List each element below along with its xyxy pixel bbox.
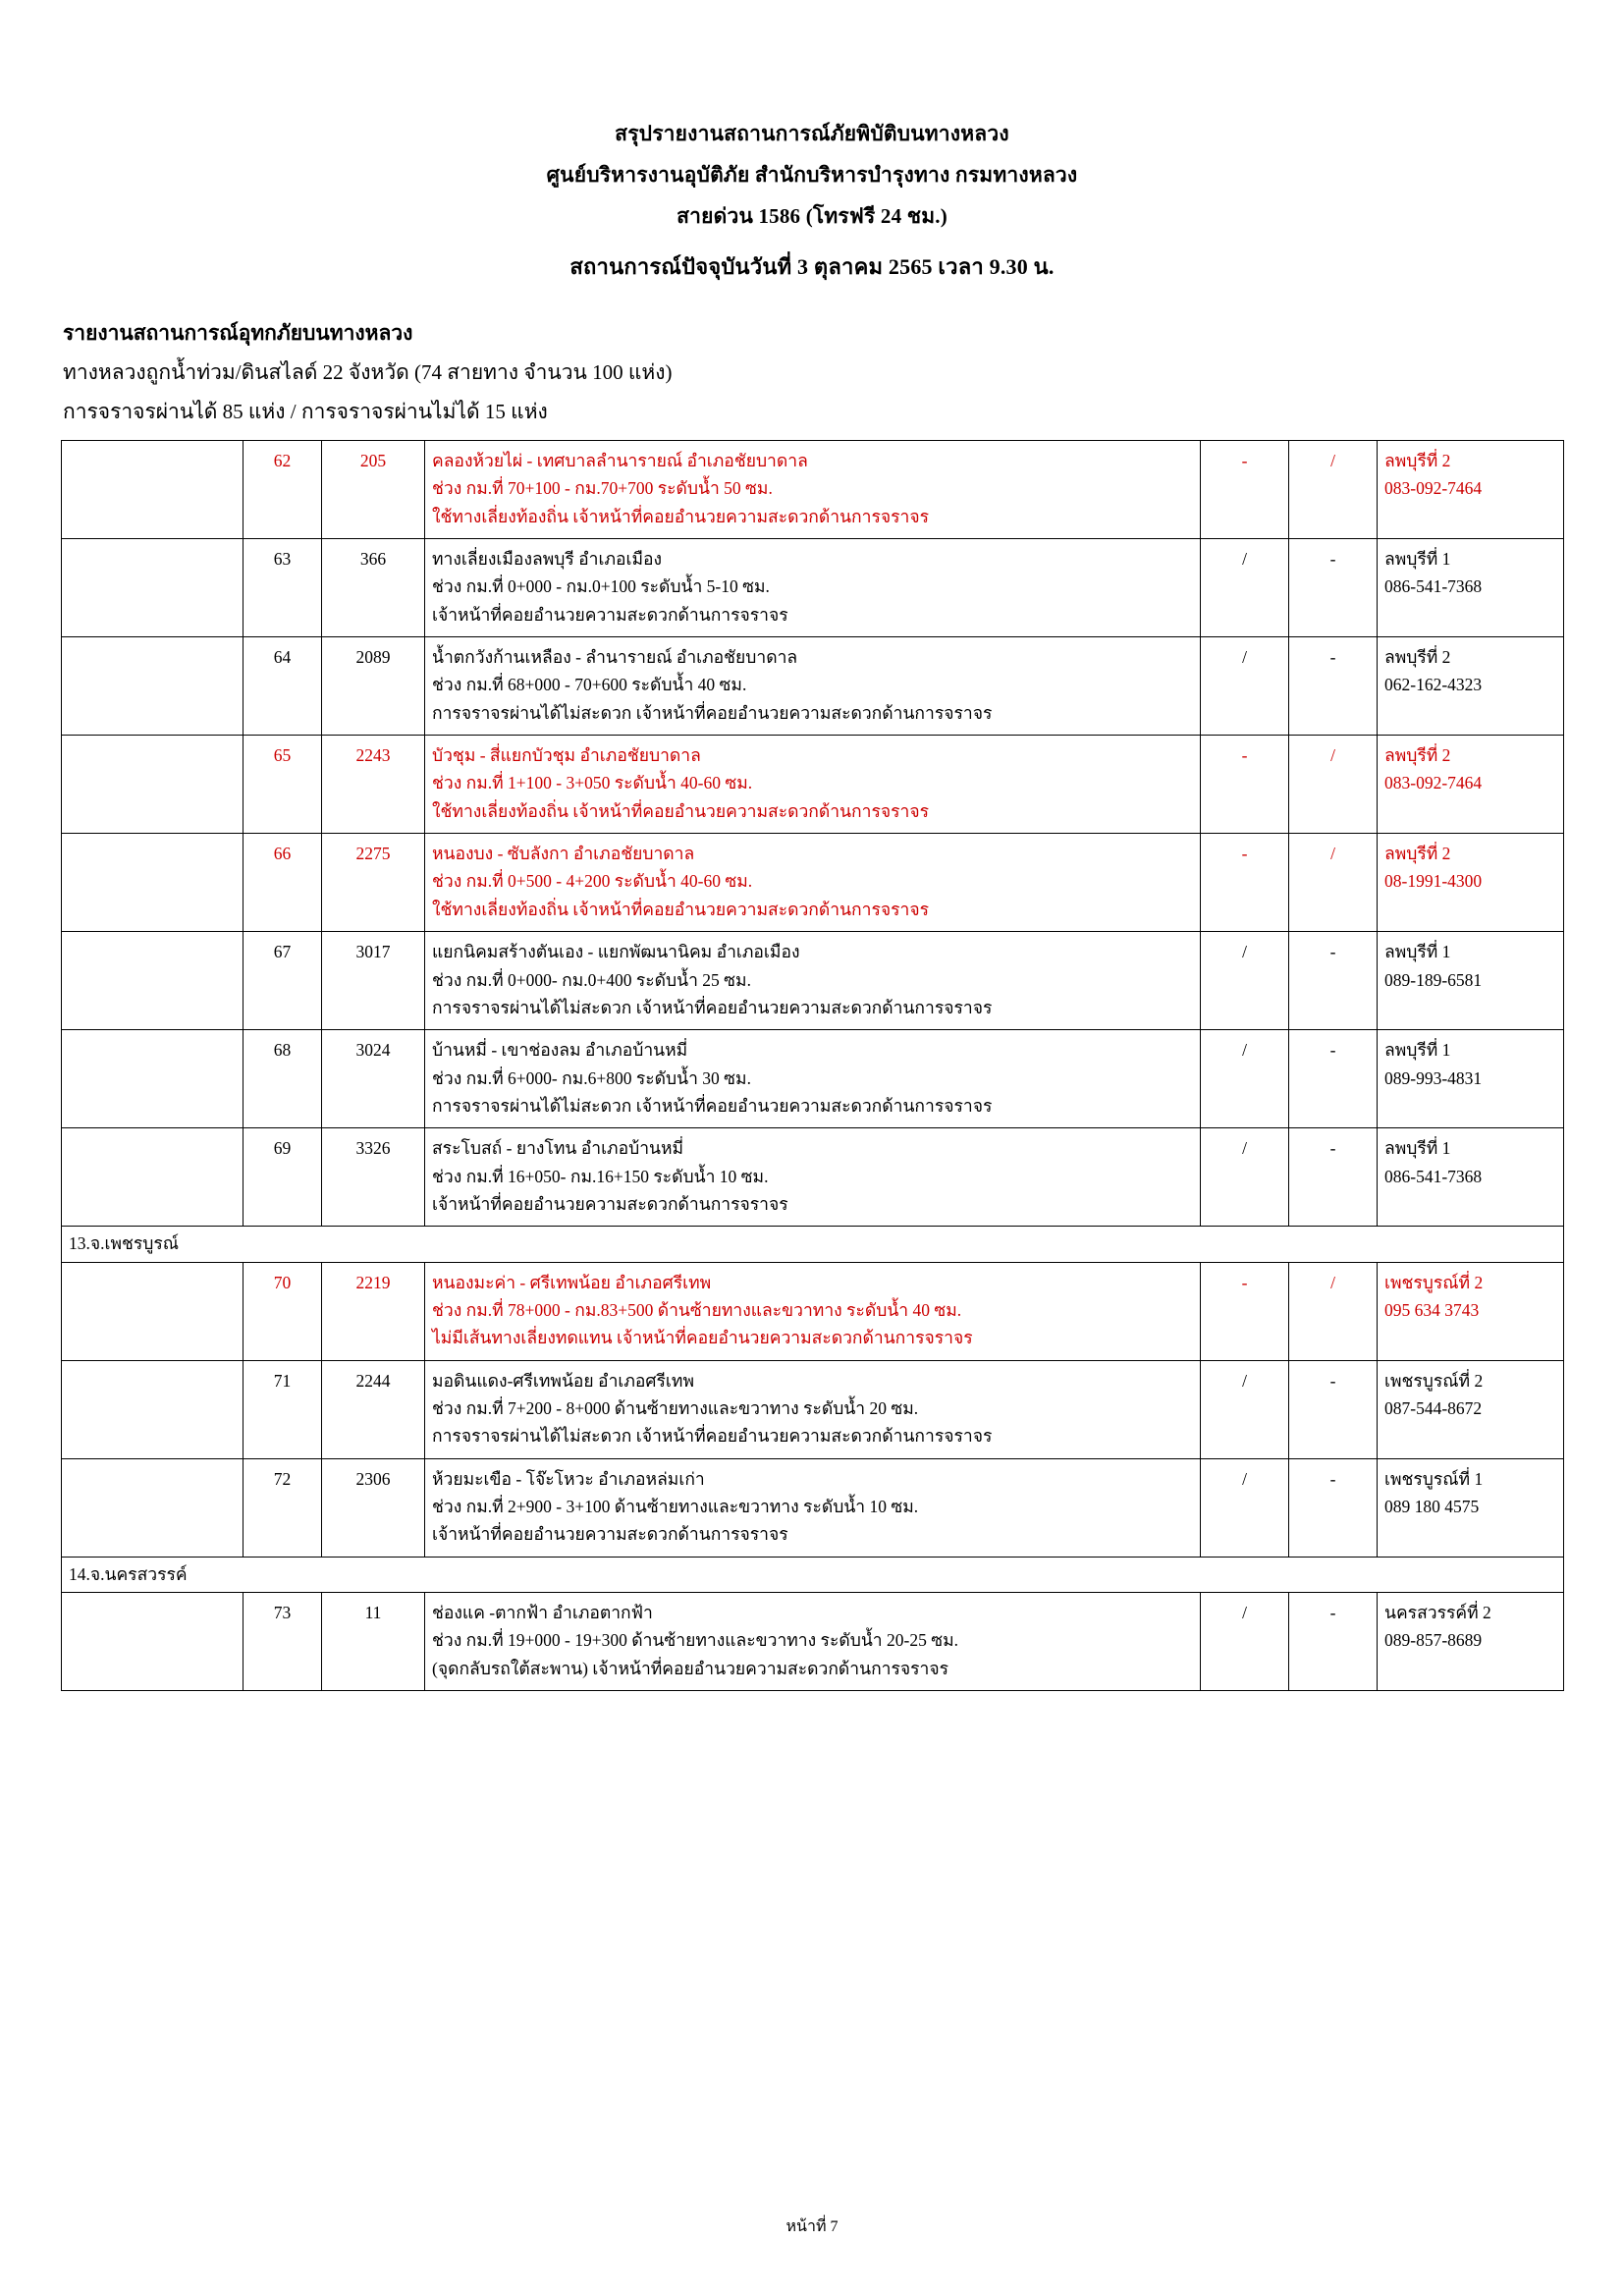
table-row bbox=[62, 1360, 1564, 1458]
detail-line-3: การจราจรผ่านได้ไม่สะดวก เจ้าหน้าที่คอยอำนวยความสะดวกด้านการจราจร bbox=[432, 997, 993, 1017]
contact-office: นครสวรรค์ที่ 2 bbox=[1384, 1603, 1491, 1623]
page-footer bbox=[0, 2214, 1624, 2239]
detail-line-3: ใช้ทางเลี่ยงท้องถิ่น เจ้าหน้าที่คอยอำนวยความสะดวกด้านการจราจร bbox=[432, 506, 930, 526]
row-number: 72 bbox=[244, 1458, 322, 1557]
contact-phone: 083-092-7464 bbox=[1384, 478, 1483, 499]
contact-phone: 089-189-6581 bbox=[1384, 969, 1483, 990]
location-detail bbox=[425, 1128, 1201, 1227]
report-subheaders bbox=[63, 317, 1563, 428]
contact-cell bbox=[1378, 441, 1564, 539]
row-number: 71 bbox=[244, 1360, 322, 1458]
row-blank-cell bbox=[62, 637, 244, 736]
route-number: 2306 bbox=[322, 1458, 425, 1557]
impassable-mark: - bbox=[1289, 1458, 1378, 1557]
location-detail bbox=[425, 1458, 1201, 1557]
contact-office: ลพบุรีที่ 2 bbox=[1384, 647, 1451, 668]
contact-phone: 089 180 4575 bbox=[1384, 1497, 1480, 1516]
passable-mark: / bbox=[1201, 932, 1289, 1030]
passable-mark: / bbox=[1201, 539, 1289, 637]
detail-line-3: ไม่มีเส้นทางเลี่ยงทดแทน เจ้าหน้าที่คอยอำนวยความสะดวกด้านการจราจร bbox=[432, 1328, 973, 1348]
route-number: 3017 bbox=[322, 932, 425, 1030]
impassable-mark: - bbox=[1289, 1360, 1378, 1458]
route-number: 2219 bbox=[322, 1262, 425, 1360]
detail-line-3: เจ้าหน้าที่คอยอำนวยความสะดวกด้านการจราจร bbox=[432, 604, 788, 625]
detail-line-1: หนองมะค่า - ศรีเทพน้อย อำเภอศรีเทพ bbox=[432, 1272, 712, 1292]
contact-office: ลพบุรีที่ 2 bbox=[1384, 745, 1451, 766]
header-hotline-line: สายด่วน 1586 (โทรฟรี 24 ชม.) bbox=[677, 204, 947, 228]
location-detail bbox=[425, 1030, 1201, 1128]
table-row bbox=[62, 441, 1564, 539]
row-number: 63 bbox=[244, 539, 322, 637]
location-detail bbox=[425, 1262, 1201, 1360]
route-number: 11 bbox=[322, 1593, 425, 1691]
header-title-line2: ศูนย์บริหารงานอุบัติภัย สำนักบริหารบำรุงทาง กรมทางหลวง bbox=[546, 163, 1078, 187]
detail-line-2: ช่วง กม.ที่ 0+500 - 4+200 ระดับน้ำ 40-60 ซม. bbox=[432, 871, 753, 892]
detail-line-3: การจราจรผ่านได้ไม่สะดวก เจ้าหน้าที่คอยอำนวยความสะดวกด้านการจราจร bbox=[432, 702, 993, 723]
detail-line-3: เจ้าหน้าที่คอยอำนวยความสะดวกด้านการจราจร bbox=[432, 1193, 788, 1214]
detail-line-2: ช่วง กม.ที่ 6+000- กม.6+800 ระดับน้ำ 30 ซม. bbox=[432, 1067, 751, 1088]
contact-office: ลพบุรีที่ 1 bbox=[1384, 1040, 1451, 1061]
location-detail bbox=[425, 1360, 1201, 1458]
detail-line-2: ช่วง กม.ที่ 0+000- กม.0+400 ระดับน้ำ 25 ซม. bbox=[432, 969, 751, 990]
location-detail bbox=[425, 736, 1201, 834]
impassable-mark: - bbox=[1289, 637, 1378, 736]
detail-line-1: มอดินแดง-ศรีเทพน้อย อำเภอศรีเทพ bbox=[432, 1370, 694, 1391]
row-blank-cell bbox=[62, 1128, 244, 1227]
detail-line-3: (จุดกลับรถใต้สะพาน) เจ้าหน้าที่คอยอำนวยความสะดวกด้านการจราจร bbox=[432, 1658, 949, 1678]
header-datetime-line: สถานการณ์ปัจจุบันวันที่ 3 ตุลาคม 2565 เวลา 9.30 น. bbox=[569, 254, 1055, 279]
row-blank-cell bbox=[62, 539, 244, 637]
header-title-line1: สรุปรายงานสถานการณ์ภัยพิบัติบนทางหลวง bbox=[615, 122, 1009, 145]
subheader-title: รายงานสถานการณ์อุทกภัยบนทางหลวง bbox=[63, 321, 413, 345]
detail-line-1: สระโบสถ์ - ยางโทน อำเภอบ้านหมี่ bbox=[432, 1138, 684, 1159]
contact-office: เพชรบูรณ์ที่ 2 bbox=[1384, 1272, 1484, 1292]
contact-phone: 083-092-7464 bbox=[1384, 773, 1483, 793]
passable-mark: / bbox=[1201, 1360, 1289, 1458]
document-header bbox=[61, 118, 1563, 284]
impassable-mark: / bbox=[1289, 441, 1378, 539]
row-blank-cell bbox=[62, 441, 244, 539]
contact-cell bbox=[1378, 1458, 1564, 1557]
detail-line-3: ใช้ทางเลี่ยงท้องถิ่น เจ้าหน้าที่คอยอำนวยความสะดวกด้านการจราจร bbox=[432, 899, 930, 919]
table-row bbox=[62, 1262, 1564, 1360]
location-detail bbox=[425, 637, 1201, 736]
passable-mark: / bbox=[1201, 1593, 1289, 1691]
detail-line-2: ช่วง กม.ที่ 16+050- กม.16+150 ระดับน้ำ 10 ซม. bbox=[432, 1166, 769, 1186]
contact-office: เพชรบูรณ์ที่ 1 bbox=[1384, 1468, 1484, 1489]
route-number: 2089 bbox=[322, 637, 425, 736]
contact-cell bbox=[1378, 539, 1564, 637]
location-detail bbox=[425, 539, 1201, 637]
detail-line-1: ช่องแค -ตากฟ้า อำเภอตากฟ้า bbox=[432, 1603, 653, 1623]
row-number: 69 bbox=[244, 1128, 322, 1227]
contact-cell bbox=[1378, 1128, 1564, 1227]
impassable-mark: - bbox=[1289, 1128, 1378, 1227]
detail-line-2: ช่วง กม.ที่ 1+100 - 3+050 ระดับน้ำ 40-60 ซม. bbox=[432, 773, 753, 793]
page-number: หน้าที่ 7 bbox=[785, 2218, 839, 2235]
table-row bbox=[62, 1593, 1564, 1691]
row-blank-cell bbox=[62, 932, 244, 1030]
detail-line-3: การจราจรผ่านได้ไม่สะดวก เจ้าหน้าที่คอยอำนวยความสะดวกด้านการจราจร bbox=[432, 1095, 993, 1116]
contact-office: ลพบุรีที่ 1 bbox=[1384, 942, 1451, 962]
contact-office: เพชรบูรณ์ที่ 2 bbox=[1384, 1370, 1484, 1391]
row-blank-cell bbox=[62, 1458, 244, 1557]
row-blank-cell bbox=[62, 834, 244, 932]
detail-line-3: การจราจรผ่านได้ไม่สะดวก เจ้าหน้าที่คอยอำนวยความสะดวกด้านการจราจร bbox=[432, 1426, 993, 1447]
contact-phone: 062-162-4323 bbox=[1384, 675, 1483, 695]
passable-mark: - bbox=[1201, 441, 1289, 539]
row-blank-cell bbox=[62, 736, 244, 834]
passable-mark: - bbox=[1201, 834, 1289, 932]
contact-office: ลพบุรีที่ 1 bbox=[1384, 1138, 1451, 1159]
row-number: 67 bbox=[244, 932, 322, 1030]
location-detail bbox=[425, 932, 1201, 1030]
impassable-mark: / bbox=[1289, 736, 1378, 834]
location-detail bbox=[425, 1593, 1201, 1691]
impassable-mark: - bbox=[1289, 932, 1378, 1030]
row-number: 73 bbox=[244, 1593, 322, 1691]
province-group-label: 13.จ.เพชรบูรณ์ bbox=[62, 1227, 1564, 1262]
route-number: 3326 bbox=[322, 1128, 425, 1227]
contact-phone: 095 634 3743 bbox=[1384, 1299, 1480, 1320]
detail-line-1: คลองห้วยไผ่ - เทศบาลลำนารายณ์ อำเภอชัยบาดาล bbox=[432, 451, 808, 470]
row-blank-cell bbox=[62, 1360, 244, 1458]
contact-phone: 089-857-8689 bbox=[1384, 1630, 1483, 1651]
contact-cell bbox=[1378, 1360, 1564, 1458]
table-row bbox=[62, 932, 1564, 1030]
row-blank-cell bbox=[62, 1593, 244, 1691]
detail-line-1: น้ำตกวังก้านเหลือง - ลำนารายณ์ อำเภอชัยบาดาล bbox=[432, 647, 798, 668]
contact-cell bbox=[1378, 736, 1564, 834]
location-detail bbox=[425, 834, 1201, 932]
table-group-row bbox=[62, 1227, 1564, 1262]
province-group-label: 14.จ.นครสวรรค์ bbox=[62, 1557, 1564, 1592]
subheader-summary: ทางหลวงถูกน้ำท่วม/ดินสไลด์ 22 จังหวัด (74 สายทาง จำนวน 100 แห่ง) bbox=[63, 360, 673, 384]
contact-office: ลพบุรีที่ 1 bbox=[1384, 549, 1451, 570]
row-number: 70 bbox=[244, 1262, 322, 1360]
impassable-mark: - bbox=[1289, 539, 1378, 637]
subheader-traffic: การจราจรผ่านได้ 85 แห่ง / การจราจรผ่านไม่ได้ 15 แห่ง bbox=[63, 400, 548, 423]
contact-phone: 086-541-7368 bbox=[1384, 1166, 1483, 1186]
impassable-mark: / bbox=[1289, 834, 1378, 932]
passable-mark: / bbox=[1201, 1030, 1289, 1128]
contact-cell bbox=[1378, 1262, 1564, 1360]
table-row bbox=[62, 1030, 1564, 1128]
row-number: 65 bbox=[244, 736, 322, 834]
table-row bbox=[62, 1458, 1564, 1557]
table-row bbox=[62, 1128, 1564, 1227]
detail-line-2: ช่วง กม.ที่ 0+000 - กม.0+100 ระดับน้ำ 5-10 ซม. bbox=[432, 576, 770, 597]
contact-cell bbox=[1378, 834, 1564, 932]
row-blank-cell bbox=[62, 1030, 244, 1128]
route-number: 2243 bbox=[322, 736, 425, 834]
contact-office: ลพบุรีที่ 2 bbox=[1384, 451, 1451, 470]
impassable-mark: - bbox=[1289, 1593, 1378, 1691]
row-number: 62 bbox=[244, 441, 322, 539]
detail-line-1: แยกนิคมสร้างตันเอง - แยกพัฒนานิคม อำเภอเมือง bbox=[432, 942, 800, 962]
contact-cell bbox=[1378, 1030, 1564, 1128]
detail-line-2: ช่วง กม.ที่ 19+000 - 19+300 ด้านซ้ายทางและขวาทาง ระดับน้ำ 20-25 ซม. bbox=[432, 1630, 958, 1651]
contact-phone: 08-1991-4300 bbox=[1384, 871, 1483, 892]
detail-line-1: ห้วยมะเขือ - โจ๊ะโหวะ อำเภอหล่มเก่า bbox=[432, 1468, 705, 1489]
impassable-mark: / bbox=[1289, 1262, 1378, 1360]
detail-line-2: ช่วง กม.ที่ 2+900 - 3+100 ด้านซ้ายทางและขวาทาง ระดับน้ำ 10 ซม. bbox=[432, 1497, 919, 1516]
detail-line-2: ช่วง กม.ที่ 68+000 - 70+600 ระดับน้ำ 40 ซม. bbox=[432, 675, 747, 695]
route-number: 2275 bbox=[322, 834, 425, 932]
table-group-row bbox=[62, 1557, 1564, 1592]
detail-line-2: ช่วง กม.ที่ 7+200 - 8+000 ด้านซ้ายทางและขวาทาง ระดับน้ำ 20 ซม. bbox=[432, 1397, 919, 1418]
route-number: 366 bbox=[322, 539, 425, 637]
route-number: 205 bbox=[322, 441, 425, 539]
passable-mark: / bbox=[1201, 1458, 1289, 1557]
contact-cell bbox=[1378, 637, 1564, 736]
row-number: 66 bbox=[244, 834, 322, 932]
detail-line-2: ช่วง กม.ที่ 70+100 - กม.70+700 ระดับน้ำ 50 ซม. bbox=[432, 478, 773, 499]
contact-cell bbox=[1378, 932, 1564, 1030]
route-number: 2244 bbox=[322, 1360, 425, 1458]
detail-line-3: ใช้ทางเลี่ยงท้องถิ่น เจ้าหน้าที่คอยอำนวยความสะดวกด้านการจราจร bbox=[432, 800, 930, 821]
location-detail bbox=[425, 441, 1201, 539]
detail-line-1: ทางเลี่ยงเมืองลพบุรี อำเภอเมือง bbox=[432, 549, 663, 570]
table-row bbox=[62, 736, 1564, 834]
impassable-mark: - bbox=[1289, 1030, 1378, 1128]
detail-line-1: บ้านหมี่ - เขาช่องลม อำเภอบ้านหมี่ bbox=[432, 1040, 688, 1061]
passable-mark: / bbox=[1201, 637, 1289, 736]
detail-line-1: หนองบง - ซับลังกา อำเภอชัยบาดาล bbox=[432, 844, 695, 864]
table-row bbox=[62, 637, 1564, 736]
passable-mark: / bbox=[1201, 1128, 1289, 1227]
contact-phone: 087-544-8672 bbox=[1384, 1397, 1483, 1418]
flood-report-table bbox=[61, 440, 1564, 1691]
contact-office: ลพบุรีที่ 2 bbox=[1384, 844, 1451, 864]
detail-line-3: เจ้าหน้าที่คอยอำนวยความสะดวกด้านการจราจร bbox=[432, 1524, 788, 1545]
row-number: 68 bbox=[244, 1030, 322, 1128]
row-number: 64 bbox=[244, 637, 322, 736]
contact-phone: 089-993-4831 bbox=[1384, 1067, 1483, 1088]
contact-phone: 086-541-7368 bbox=[1384, 576, 1483, 597]
detail-line-2: ช่วง กม.ที่ 78+000 - กม.83+500 ด้านซ้ายทางและขวาทาง ระดับน้ำ 40 ซม. bbox=[432, 1299, 962, 1320]
table-row bbox=[62, 539, 1564, 637]
detail-line-1: บัวชุม - สี่แยกบัวชุม อำเภอชัยบาดาล bbox=[432, 745, 701, 766]
table-row bbox=[62, 834, 1564, 932]
row-blank-cell bbox=[62, 1262, 244, 1360]
route-number: 3024 bbox=[322, 1030, 425, 1128]
passable-mark: - bbox=[1201, 1262, 1289, 1360]
contact-cell bbox=[1378, 1593, 1564, 1691]
passable-mark: - bbox=[1201, 736, 1289, 834]
